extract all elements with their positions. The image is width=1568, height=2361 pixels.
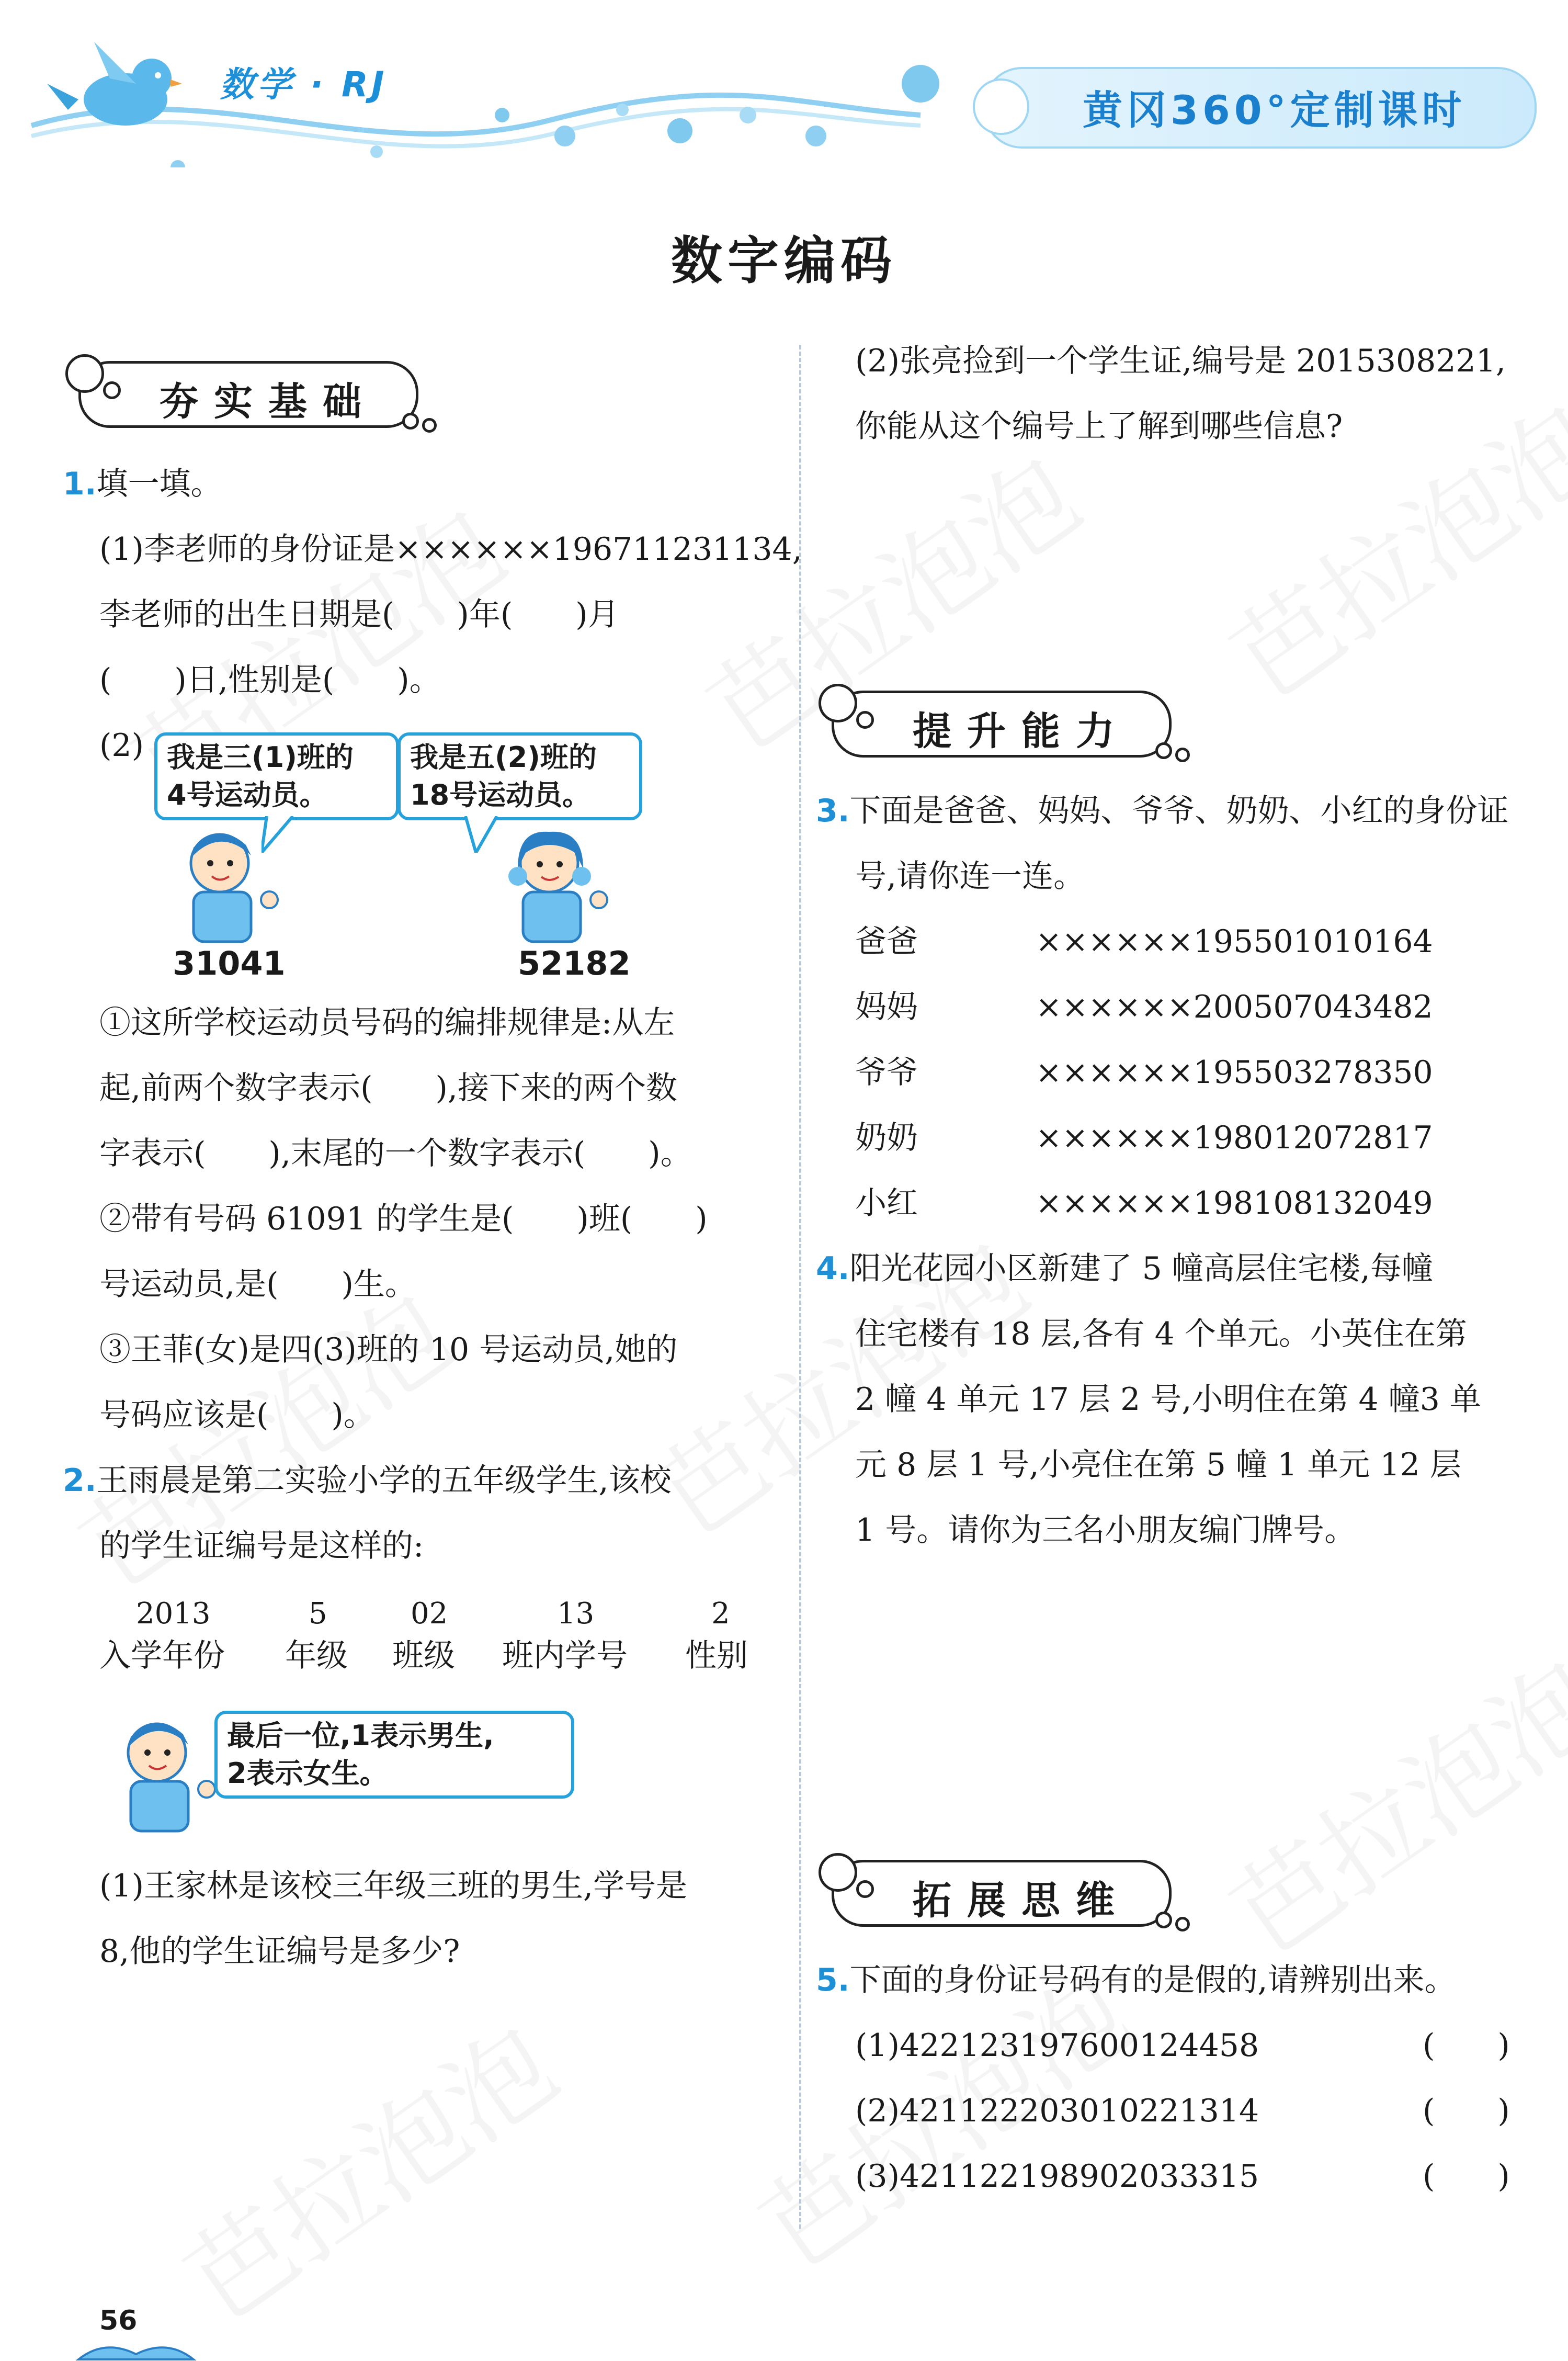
- code-label: 入学年份: [99, 1637, 225, 1674]
- page-title: 数字编码: [671, 231, 897, 291]
- speech-bubble-girl: 我是五(2)班的 18号运动员。: [397, 732, 642, 820]
- q4-line2: 住宅楼有 18 层,各有 4 个单元。小英住在第: [855, 1316, 1467, 1352]
- q4-line1: 阳光花园小区新建了 5 幢高层住宅楼,每幢: [849, 1250, 1433, 1287]
- q4-line3: 2 幢 4 单元 17 层 2 号,小明住在第 4 幢3 单: [855, 1381, 1482, 1418]
- q1-number: 1.: [63, 466, 97, 502]
- code-label: 班内学号: [502, 1637, 628, 1674]
- q1-p2-label: (2): [99, 727, 144, 764]
- q1-p1-line2: 李老师的出生日期是( )年( )月: [99, 596, 619, 633]
- q3-line2: 号,请你连一连。: [855, 858, 1085, 895]
- bird-icon: [47, 37, 183, 146]
- person-label: 小红: [855, 1185, 918, 1222]
- person-label: 奶奶: [855, 1120, 918, 1156]
- q5-item: (2)421122203010221314: [855, 2093, 1259, 2129]
- section-basic: [78, 361, 418, 428]
- answer-blank[interactable]: ( ): [1423, 2093, 1510, 2129]
- q3-number: 3.: [816, 793, 850, 829]
- id-number: ××××××200507043482: [1036, 989, 1433, 1025]
- girl-icon: [497, 827, 612, 947]
- q5-number: 5.: [816, 1962, 850, 1998]
- q4-line5: 1 号。请你为三名小朋友编门牌号。: [855, 1512, 1356, 1549]
- header-badge-circle: [973, 78, 1029, 135]
- header-series: 黄冈360°定制课时: [1083, 87, 1466, 133]
- bubble-tail: [460, 816, 502, 853]
- watermark: [152, 1986, 581, 2349]
- code-value: 2: [711, 1597, 730, 1631]
- section-extend: [832, 1860, 1172, 1927]
- code-value: 13: [557, 1597, 595, 1631]
- q1-sub1-line1: ①这所学校运动员号码的编排规律是:从左: [99, 1004, 675, 1041]
- q1-sub1-line3: 字表示( ),末尾的一个数字表示( )。: [99, 1135, 692, 1172]
- q5-stem: 下面的身份证号码有的是假的,请辨别出来。: [849, 1962, 1456, 1998]
- boy-number: 31041: [173, 944, 286, 982]
- section-improve-label: 提升能力: [913, 709, 1130, 754]
- answer-blank[interactable]: ( ): [1423, 2027, 1510, 2064]
- q1-sub3-line1: ③王菲(女)是四(3)班的 10 号运动员,她的: [99, 1331, 678, 1368]
- section-improve: [832, 691, 1172, 758]
- q2-p1-line1: (1)王家林是该校三年级三班的男生,学号是: [99, 1868, 688, 1904]
- watermark: [1198, 1620, 1568, 1983]
- book-icon: [73, 2333, 199, 2361]
- header-subject: 数学 · RJ: [220, 64, 388, 105]
- q2-p2-line2: 你能从这个编号上了解到哪些信息?: [855, 408, 1343, 445]
- section-extend-label: 拓展思维: [913, 1878, 1130, 1923]
- q1-p1-line1: (1)李老师的身份证是××××××196711231134,: [99, 531, 802, 568]
- q4-line4: 元 8 层 1 号,小亮住在第 5 幢 1 单元 12 层: [855, 1447, 1461, 1483]
- code-value: 02: [411, 1597, 448, 1631]
- boy-icon: [167, 827, 282, 947]
- q2-line2: 的学生证编号是这样的:: [99, 1528, 424, 1564]
- code-label: 年级: [285, 1637, 348, 1674]
- person-label: 爸爸: [855, 923, 918, 960]
- q1-p1-line3: ( )日,性别是( )。: [99, 662, 441, 698]
- id-number: ××××××198012072817: [1036, 1120, 1433, 1156]
- q4-number: 4.: [816, 1250, 850, 1287]
- code-label: 班级: [392, 1637, 455, 1674]
- q3-line1: 下面是爸爸、妈妈、爷爷、奶奶、小红的身份证: [849, 793, 1509, 829]
- column-divider: [799, 345, 801, 2229]
- answer-blank[interactable]: ( ): [1423, 2158, 1510, 2195]
- id-number: ××××××198108132049: [1036, 1185, 1433, 1222]
- q2-number: 2.: [63, 1462, 97, 1499]
- person-label: 爷爷: [855, 1054, 918, 1091]
- q2-p1-line2: 8,他的学生证编号是多少?: [99, 1933, 460, 1970]
- q5-item: (3)421122198902033315: [855, 2158, 1259, 2195]
- code-label: 性别: [685, 1637, 748, 1674]
- q1-sub1-line2: 起,前两个数字表示( ),接下来的两个数: [99, 1070, 677, 1106]
- q1-sub3-line2: 号码应该是( )。: [99, 1397, 375, 1433]
- page-number: 56: [99, 2305, 138, 2336]
- q1-sub2-line1: ②带有号码 61091 的学生是( )班( ): [99, 1201, 708, 1237]
- q2-line1: 王雨晨是第二实验小学的五年级学生,该校: [96, 1462, 672, 1499]
- q1-sub2-line2: 号运动员,是( )生。: [99, 1266, 416, 1303]
- person-label: 妈妈: [855, 989, 918, 1025]
- girl-number: 52182: [518, 944, 631, 982]
- speech-bubble-boy: 我是三(1)班的 4号运动员。: [154, 732, 399, 820]
- q1-stem: 填一填。: [96, 466, 222, 502]
- id-number: ××××××195501010164: [1036, 923, 1433, 960]
- boy-icon: [105, 1716, 220, 1836]
- code-value: 2013: [136, 1597, 211, 1631]
- id-number: ××××××195503278350: [1036, 1054, 1433, 1091]
- code-value: 5: [309, 1597, 327, 1631]
- q5-item: (1)422123197600124458: [855, 2027, 1259, 2064]
- section-basic-label: 夯实基础: [160, 379, 377, 424]
- q2-p2-line1: (2)张亮捡到一个学生证,编号是 2015308221,: [855, 343, 1506, 379]
- speech-bubble-rule: 最后一位,1表示男生, 2表示女生。: [214, 1711, 574, 1799]
